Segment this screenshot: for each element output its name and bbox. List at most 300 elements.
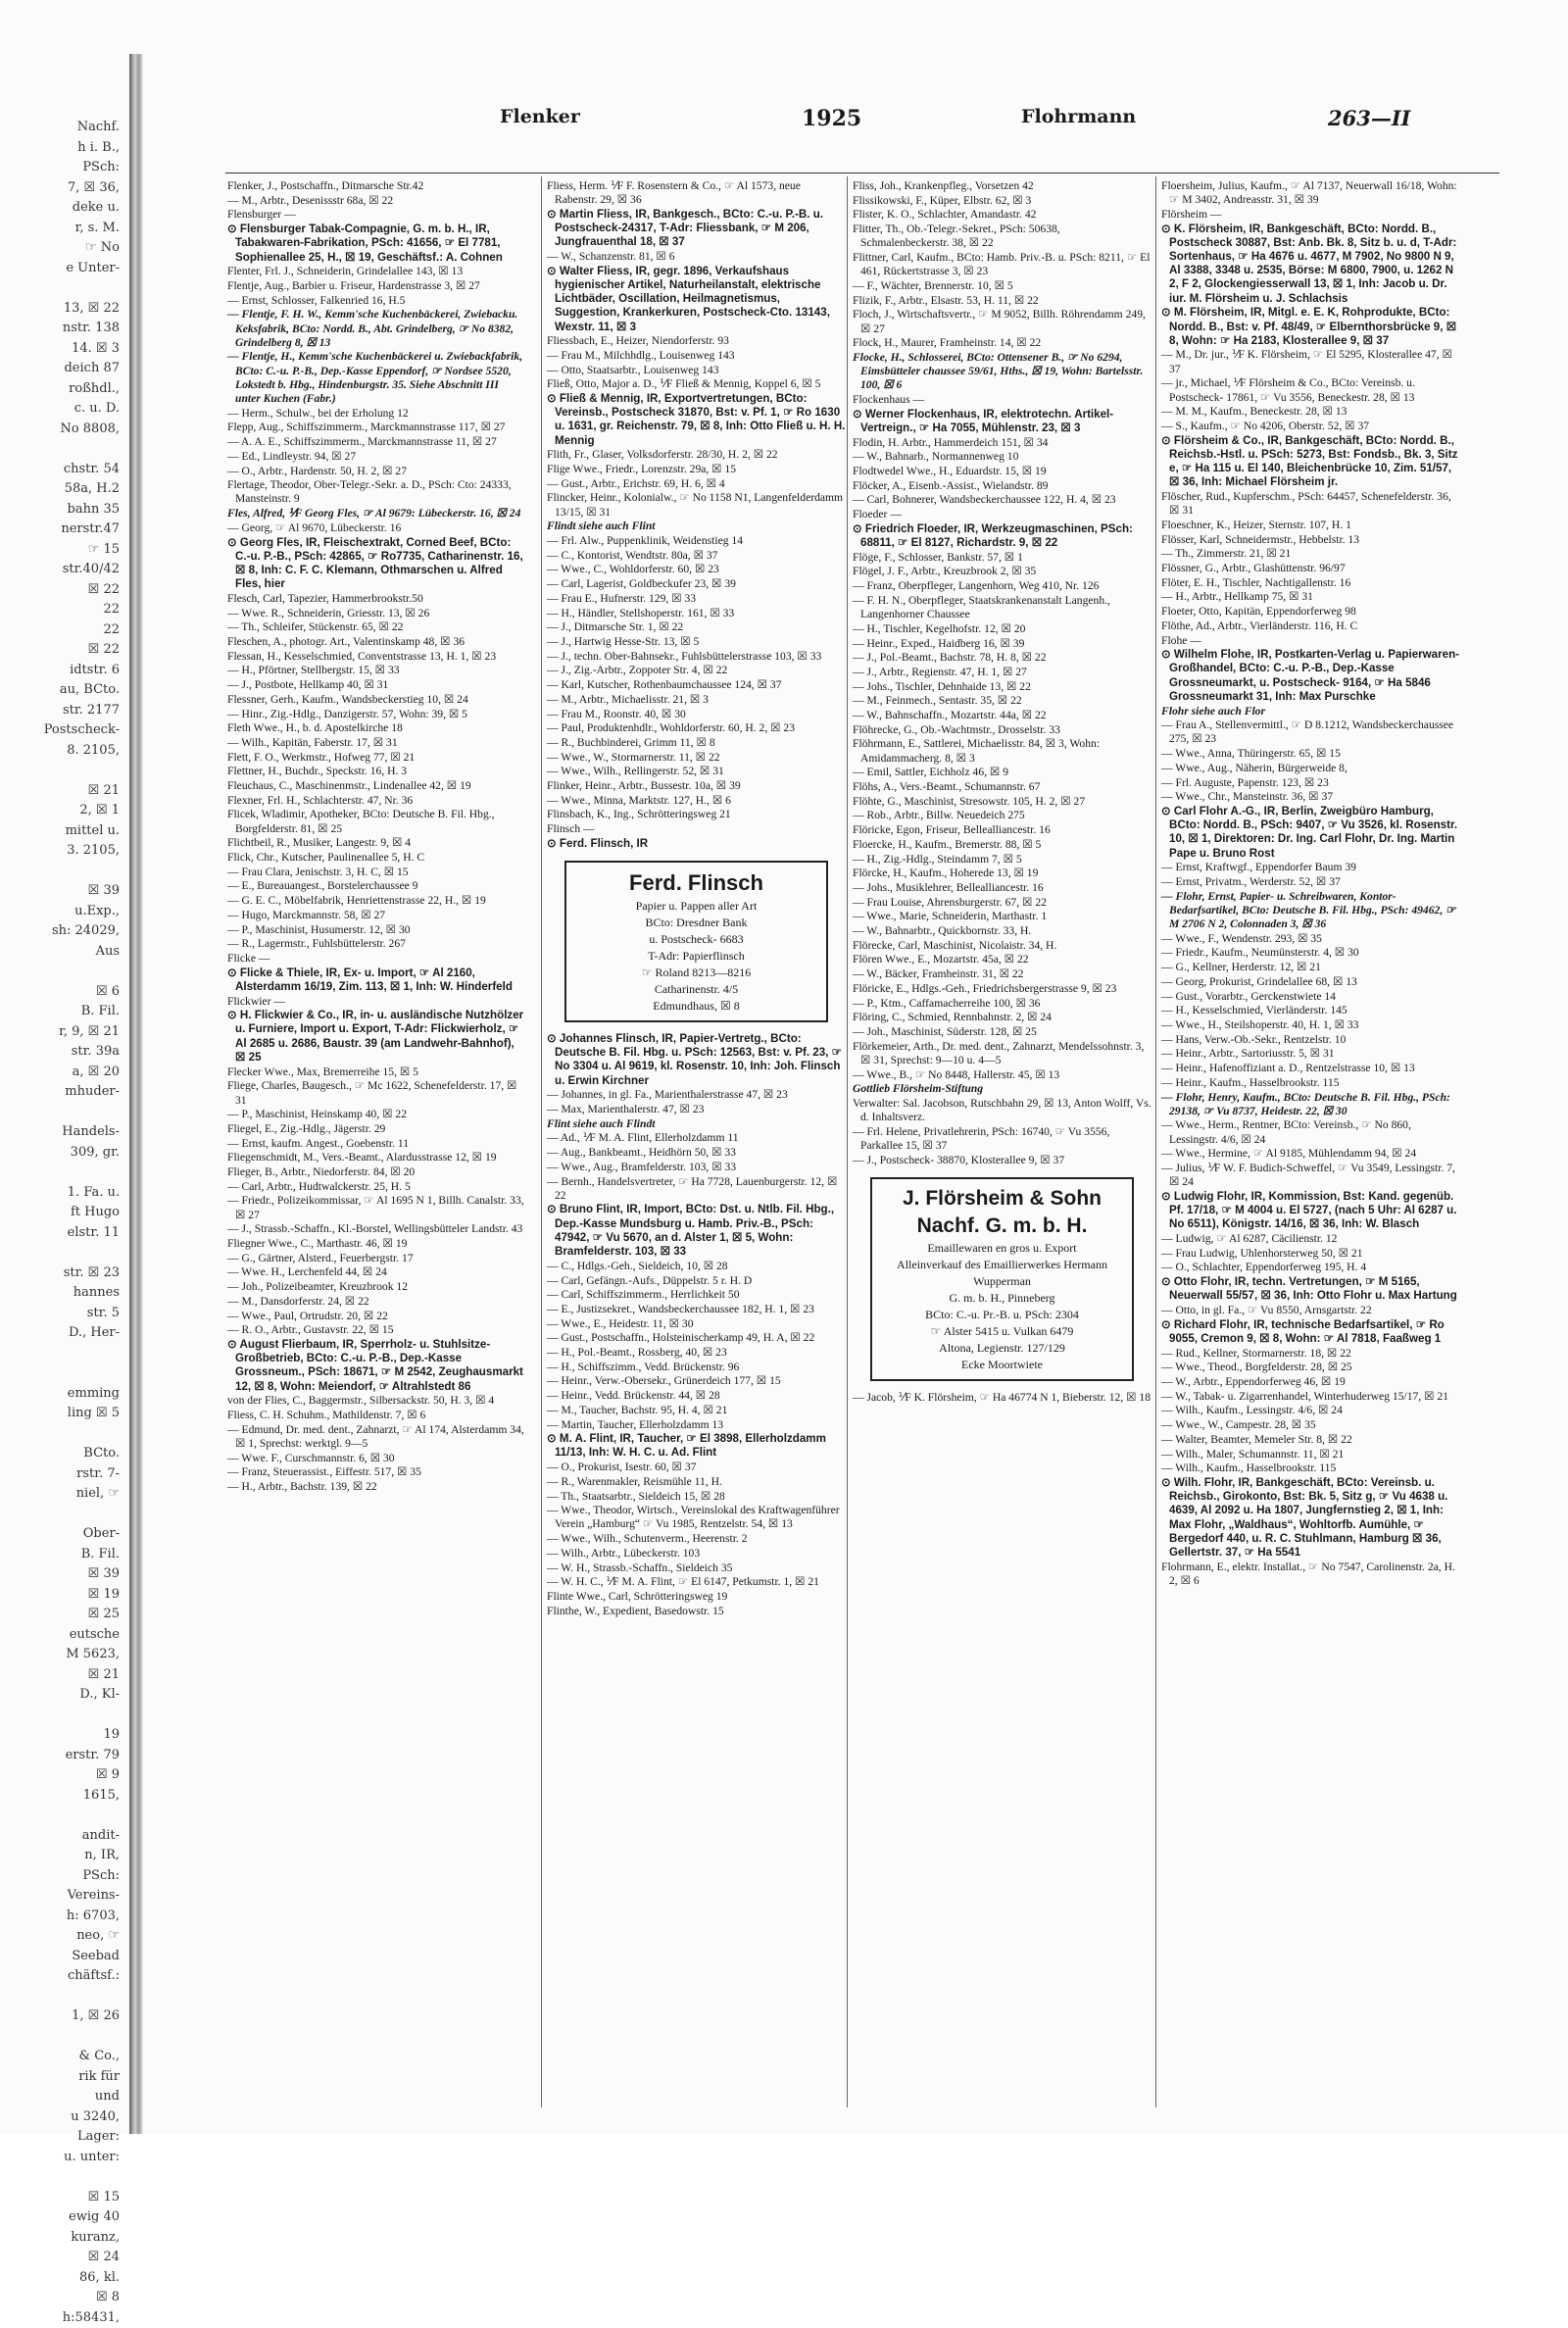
directory-entry: Flessan, H., Kesselschmied, Conventstrasse 13, H. 1, ☒ 23 (227, 650, 526, 664)
directory-entry: — Hugo, Marckmannstr. 58, ☒ 27 (227, 909, 526, 922)
directory-entry: Floch, J., Wirtschaftsvertr., ☞ M 9052, Billh. Röhrendamm 249, ☒ 27 (853, 308, 1152, 335)
previous-page-line: ☒ 22 (0, 640, 127, 661)
directory-entry: — Jacob, ⅟F K. Flörsheim, ☞ Ha 46774 N 1, Bieberstr. 12, ☒ 18 (853, 1391, 1152, 1405)
directory-entry: Floeter, Otto, Kapitän, Eppendorferweg 98 (1161, 605, 1460, 619)
directory-entry: — F. H. N., Oberpfleger, Staatskrankenanstalt Langenh., Langenhorner Chaussee (853, 594, 1152, 621)
previous-page-line: neo, ☞ (0, 1926, 127, 1947)
directory-entry: Flöricke, E., Hdlgs.-Geh., Friedrichsbergerstrasse 9, ☒ 23 (853, 982, 1152, 996)
directory-entry: — Joh., Polizeibeamter, Kreuzbrook 12 (227, 1280, 526, 1294)
previous-page-line: andit- (0, 1826, 127, 1847)
directory-entry: — Bernh., Handelsvertreter, ☞ Ha 7728, Lauenburgerstr. 12, ☒ 22 (547, 1175, 846, 1203)
directory-entry: Flexner, Frl. H., Schlachterstr. 47, Nr. 36 (227, 794, 526, 808)
directory-entry: Flepp, Aug., Schiffszimmerm., Marckmannstrasse 117, ☒ 27 (227, 421, 526, 434)
previous-page-line: D., Her- (0, 1323, 127, 1344)
previous-page-line: nerstr.47 (0, 520, 127, 540)
directory-entry: — Friedr., Polizeikommissar, ☞ Al 1695 N 1, Billh. Canalstr. 33, ☒ 27 (227, 1194, 526, 1221)
previous-page-line (0, 1987, 127, 2007)
previous-page-line: u 3240, (0, 2107, 127, 2128)
directory-entry: Flensburger — (227, 208, 526, 222)
directory-entry: — Heinr., Exped., Haidberg 16, ☒ 39 (853, 637, 1152, 651)
directory-entry: Flock, H., Maurer, Framheinstr. 14, ☒ 22 (853, 336, 1152, 350)
previous-page-line: mhuder- (0, 1082, 127, 1103)
directory-entry: Flinsch — (547, 822, 846, 836)
previous-page-line: mittel u. (0, 821, 127, 842)
directory-entry: Flösser, Karl, Schneidermstr., Hebbelstr. 13 (1161, 533, 1460, 547)
directory-entry: — Martin, Taucher, Ellerholzdamm 13 (547, 1418, 846, 1432)
directory-entry: — W., Bahnarb., Normannenweg 10 (853, 450, 1152, 464)
directory-entry: — Wwe., Anna, Thüringerstr. 65, ☒ 15 (1161, 747, 1460, 761)
directory-entry: ⊙ Johannes Flinsch, IR, Papier-Vertretg., BCto: Deutsche B. Fil. Hbg. u. PSch: 12563, Bst: v. Pf. 23, ☞ No 3304 u. Al 9619, kl. Rosenstr. 10, Inh: Joh. Flinsch u. Erwin Kirchner (547, 1032, 846, 1088)
previous-page-line: 13, ☒ 22 (0, 299, 127, 320)
previous-page-line: elstr. 11 (0, 1223, 127, 1244)
directory-entry: — G. E. C., Möbelfabrik, Henriettenstrasse 22, H., ☒ 19 (227, 894, 526, 908)
directory-entry: — Friedr., Kaufm., Neumünsterstr. 4, ☒ 30 (1161, 946, 1460, 960)
directory-entry: — M., Taucher, Bachstr. 95, H. 4, ☒ 21 (547, 1404, 846, 1417)
directory-entry: — Frau Clara, Jenischstr. 3, H. C, ☒ 15 (227, 866, 526, 879)
directory-entry: — Wilh., Kapitän, Faberstr. 17, ☒ 31 (227, 736, 526, 750)
directory-entry: ⊙ Georg Fles, IR, Fleischextrakt, Corned Beef, BCto: C.-u. P.-B., PSch: 42865, ☞ Ro7735, Catharinenstr. 16, ☒ 8, Inh: C. F. C. Klemann, Othmarschen u. Alfred Fles, hier (227, 536, 526, 592)
directory-entry: — Frau M., Milchhdlg., Louisenweg 143 (547, 349, 846, 363)
previous-page-line (0, 1424, 127, 1445)
directory-entry: — M., Arbtr., Desenissstr 68a, ☒ 22 (227, 194, 526, 208)
previous-page-line: rik für (0, 2067, 127, 2088)
directory-entry: Gottlieb Flörsheim-Stiftung (853, 1082, 1152, 1096)
advert-line: Altona, Legienstr. 127/129 (876, 1340, 1128, 1357)
directory-entry: — Wwe., Minna, Marktstr. 127, H., ☒ 6 (547, 794, 846, 808)
directory-entry: — Paul, Produktenhdlr., Wohldorferstr. 60, H. 2, ☒ 23 (547, 721, 846, 735)
directory-entry: — G., Kellner, Herderstr. 12, ☒ 21 (1161, 961, 1460, 974)
directory-entry: — Franz, Steuerassist., Eiffestr. 517, ☒ 35 (227, 1465, 526, 1479)
previous-page-line: roßhdl., (0, 379, 127, 400)
directory-entry: — C., Kontorist, Wendtstr. 80a, ☒ 37 (547, 549, 846, 563)
header-year: 1925 (802, 106, 861, 131)
previous-page-line: D., Kl- (0, 1685, 127, 1706)
directory-entry: — Georg, ☞ Al 9670, Lübeckerstr. 16 (227, 521, 526, 535)
directory-entry: Flige Wwe., Friedr., Lorenzstr. 29a, ☒ 15 (547, 463, 846, 476)
directory-entry: — Ernst, Kraftwgf., Eppendorfer Baum 39 (1161, 861, 1460, 874)
previous-page-line (0, 2027, 127, 2048)
directory-entry: — W. H. C., ⅟F M. A. Flint, ☞ El 6147, Petkumstr. 1, ☒ 21 (547, 1575, 846, 1589)
advert-line: ☞ Alster 5415 u. Vulkan 6479 (876, 1323, 1128, 1340)
directory-entry: Flöring, C., Schmied, Rennbahnstr. 2, ☒ 24 (853, 1011, 1152, 1024)
directory-entry: — Wwe. F., Curschmannstr. 6, ☒ 30 (227, 1452, 526, 1465)
previous-page-line: ☒ 25 (0, 1605, 127, 1625)
column-divider (1155, 176, 1156, 2107)
directory-entry: — Hinr., Zig.-Hdlg., Danzigerstr. 57, Wohn: 39, ☒ 5 (227, 708, 526, 721)
directory-entry: Flöricke, Egon, Friseur, Bellealliancestr. 16 (853, 823, 1152, 837)
directory-entry: — W., Bahnarbtr., Quickbornstr. 33, H. (853, 924, 1152, 938)
previous-page-line: 3. 2105, (0, 841, 127, 862)
header-first-entry: Flenker (500, 106, 580, 127)
directory-entry: — Herm., Schulw., bei der Erholung 12 (227, 407, 526, 421)
directory-entry: Flentje, Aug., Barbier u. Friseur, Hardenstrasse 3, ☒ 27 (227, 279, 526, 293)
directory-entry: — Ernst, Schlosser, Falkenried 16, H.5 (227, 294, 526, 308)
previous-page-line: au, BCto. (0, 680, 127, 701)
directory-entry: Flertage, Theodor, Ober-Telegr.-Sekr. a. D., PSch: Cto: 24333, Mansteinstr. 9 (227, 478, 526, 506)
directory-entry: — Ludwig, ☞ Al 6287, Cäcilienstr. 12 (1161, 1232, 1460, 1246)
advert-floersheim (870, 1177, 1134, 1381)
previous-page-line: Postscheck- (0, 720, 127, 741)
previous-page-line: ☞ No (0, 238, 127, 259)
directory-entry: ⊙ Wilhelm Flohe, IR, Postkarten-Verlag u. Papierwaren-Großhandel, BCto: C.-u. P.-B., Dep.-Kasse Grossneumarkt, u. Postscheck- 9164, ☞ Ha 5846 Grossneumarkt 31, Inh: Max Purschke (1161, 648, 1460, 704)
directory-entry: — Ad., ⅟F M. A. Flint, Ellerholzdamm 11 (547, 1131, 846, 1145)
directory-entry: Flesch, Carl, Tapezier, Hammerbrookstr.50 (227, 592, 526, 606)
directory-entry: Flockenhaus — (853, 393, 1152, 407)
previous-page-line: h: 6703, (0, 1907, 127, 1927)
previous-page-line: h i. B., (0, 138, 127, 159)
directory-entry: — Ed., Lindleystr. 94, ☒ 27 (227, 450, 526, 464)
directory-entry: — Carl, Gefängn.-Aufs., Düppelstr. 5 r. H. D (547, 1274, 846, 1288)
directory-entry: Flörsheim — (1161, 208, 1460, 222)
directory-entry: Verwalter: Sal. Jacobson, Rutschbahn 29, ☒ 13, Anton Wolff, Vs. d. Inhaltsverz. (853, 1097, 1152, 1124)
previous-page-line: ☞ 15 (0, 540, 127, 561)
directory-entry: — Frl. Alw., Puppenklinik, Weidenstieg 14 (547, 534, 846, 548)
directory-entry: — Wwe., Paul, Ortrudstr. 20, ☒ 22 (227, 1310, 526, 1323)
directory-entry: — R., Lagermstr., Fuhlsbüttelerstr. 267 (227, 937, 526, 951)
directory-entry: ⊙ Bruno Flint, IR, Import, BCto: Dst. u. Ntlb. Fil. Hbg., Dep.-Kasse Mundsburg u. Hamb. Priv.-B., PSch: 47942, ☞ Vu 5670, an d. Alster 1, ☒ 5, Wohn: Bramfelderstr. 103, ☒ 33 (547, 1203, 846, 1259)
directory-entry: Flitter, Th., Ob.-Telegr.-Sekret., PSch: 50638, Schmalenbeckerstr. 38, ☒ 22 (853, 223, 1152, 250)
directory-entry: — H., Pförtner, Stellbergstr. 15, ☒ 33 (227, 664, 526, 677)
directory-entry: — H., Arbtr., Hellkamp 75, ☒ 31 (1161, 590, 1460, 604)
previous-page-line: PSch: (0, 158, 127, 178)
directory-entry: — J., techn. Ober-Bahnsekr., Fuhlsbüttelerstrasse 103, ☒ 33 (547, 650, 846, 664)
previous-page-line: erstr. 79 (0, 1746, 127, 1766)
directory-entry: ⊙ August Flierbaum, IR, Sperrholz- u. Stuhlsitze-Großbetrieb, BCto: C.-u. P.-B., Dep.-Kasse Grossneum., PSch: 18671, ☞ M 2542, Zeughausmarkt 12, ☒ 8, Wohn: Meiendorf, ☞ Altrahlstedt 86 (227, 1338, 526, 1394)
previous-page-line: PSch: (0, 1866, 127, 1887)
directory-entry: — Rud., Kellner, Stormarnerstr. 18, ☒ 22 (1161, 1347, 1460, 1361)
directory-entry: Fliessbach, E., Heizer, Niendorferstr. 93 (547, 334, 846, 348)
directory-entry: ⊙ Flensburger Tabak-Compagnie, G. m. b. H., IR, Tabakwaren-Fabrikation, PSch: 41656, ☞ El 7781, Sophienallee 25, H., ☒ 19, Geschäftsf.: A. Cohnen (227, 223, 526, 265)
directory-entry: Fleuchaus, C., Maschinenmstr., Lindenallee 42, ☒ 19 (227, 779, 526, 793)
directory-entry: — Edmund, Dr. med. dent., Zahnarzt, ☞ Al 174, Alsterdamm 34, ☒ 1, Sprechst: werktgl. 9—5 (227, 1423, 526, 1451)
directory-entry: Fließ, Otto, Major a. D., ⅟F Fließ & Mennig, Koppel 6, ☒ 5 (547, 377, 846, 391)
directory-entry: Flohr siehe auch Flor (1161, 705, 1460, 718)
directory-entry: Fliegner Wwe., C., Marthastr. 46, ☒ 19 (227, 1237, 526, 1251)
previous-page-line (0, 1706, 127, 1726)
directory-entry: — O., Arbtr., Hardenstr. 50, H. 2, ☒ 27 (227, 465, 526, 478)
directory-entry: — J., Postscheck- 38870, Klosterallee 9, ☒ 37 (853, 1154, 1152, 1167)
directory-entry: — Carl, Schiffszimmerm., Herrlichkeit 50 (547, 1288, 846, 1302)
directory-entry: Flöhrecke, G., Ob.-Wachtmstr., Drosselstr. 33 (853, 723, 1152, 737)
previous-page-line: 8. 2105, (0, 741, 127, 762)
directory-entry: — A. A. E., Schiffszimmerm., Marckmannstrasse 11, ☒ 27 (227, 435, 526, 449)
previous-page-line: Nachf. (0, 118, 127, 138)
directory-entry: Fliegel, E., Zig.-Hdlg., Jägerstr. 29 (227, 1122, 526, 1136)
previous-page-line: 1. Fa. u. (0, 1183, 127, 1204)
directory-entry: — Wilh., Kaufm., Lessingstr. 4/6, ☒ 24 (1161, 1404, 1460, 1417)
directory-entry: — M., Feinmech., Sentastr. 35, ☒ 22 (853, 694, 1152, 708)
directory-entry: Flickwier — (227, 995, 526, 1009)
directory-entry: — P., Maschinist, Husumerstr. 12, ☒ 30 (227, 923, 526, 937)
previous-page-line: ☒ 19 (0, 1585, 127, 1606)
previous-page-line: sh: 24029, (0, 921, 127, 942)
directory-entry: — jr., Michael, ⅟F Flörsheim & Co., BCto: Vereinsb. u. Postscheck- 17861, ☞ Vu 3556, Beneckestr. 28, ☒ 13 (1161, 376, 1460, 404)
directory-entry: — Heinr., Verw.-Obersekr., Grünerdeich 177, ☒ 15 (547, 1374, 846, 1388)
previous-page-line: c. u. D. (0, 399, 127, 420)
directory-entry: Flinthe, W., Expedient, Basedowstr. 15 (547, 1605, 846, 1618)
directory-entry: — Wilh., Kaufm., Hasselbrookstr. 115 (1161, 1461, 1460, 1475)
directory-entry: — Walter, Beamter, Memeler Str. 8, ☒ 22 (1161, 1433, 1460, 1447)
advert-floersheim-name: J. Flörsheim & Sohn (876, 1185, 1128, 1213)
directory-entry: — Wwe., Theod., Borgfelderstr. 28, ☒ 25 (1161, 1361, 1460, 1374)
previous-page-line (0, 1363, 127, 1384)
advert-line: BCto: C.-u. Pr.-B. u. PSch: 2304 (876, 1307, 1128, 1323)
directory-entry: Flöthe, Ad., Arbtr., Vierländerstr. 116, H. C (1161, 619, 1460, 633)
directory-entry: Flint siehe auch Flindt (547, 1117, 846, 1131)
previous-page-line: und (0, 2087, 127, 2107)
directory-entry: — Wwe., Hermine, ☞ Al 9185, Mühlendamm 94, ☒ 24 (1161, 1147, 1460, 1161)
directory-entry: — Frl. Helene, Privatlehrerin, PSch: 16740, ☞ Vu 3556, Parkallee 15, ☒ 37 (853, 1125, 1152, 1153)
directory-entry: Fliss, Joh., Krankenpfleg., Vorsetzen 42 (853, 179, 1152, 193)
directory-entry: — Frau Ludwig, Uhlenhorsterweg 50, ☒ 21 (1161, 1247, 1460, 1261)
previous-page-line: M 5623, (0, 1645, 127, 1665)
directory-entry: Flöscher, Rud., Kupferschm., PSch: 64457, Schenefelderstr. 36, ☒ 31 (1161, 490, 1460, 518)
previous-page-line: No 8808, (0, 420, 127, 440)
directory-entry: — Wwe., Aug., Bramfelderstr. 103, ☒ 33 (547, 1161, 846, 1174)
directory-entry: Floercke, H., Kaufm., Bremerstr. 88, ☒ 5 (853, 838, 1152, 852)
column-divider (541, 176, 542, 2107)
directory-entry: Flissikowski, F., Küper, Elbstr. 62, ☒ 3 (853, 194, 1152, 208)
directory-entry: — Wwe., Wilh., Schutenverm., Heerenstr. 2 (547, 1532, 846, 1546)
directory-entry: — Gust., Arbtr., Erichstr. 69, H. 6, ☒ 4 (547, 477, 846, 491)
directory-entry: — Flohr, Henry, Kaufm., BCto: Deutsche B. Fil. Hbg., PSch: 29138, ☞ Vu 8737, Heidestr. 22, ☒ 30 (1161, 1091, 1460, 1118)
directory-entry: — P., Ktm., Caffamacherreihe 100, ☒ 36 (853, 997, 1152, 1011)
previous-page-line: str. 5 (0, 1304, 127, 1324)
previous-page-line: ☒ 21 (0, 1665, 127, 1686)
directory-entry: — Wwe., W., Stormarnerstr. 11, ☒ 22 (547, 751, 846, 765)
directory-entry: — Wilh., Maler, Schumannstr. 11, ☒ 21 (1161, 1448, 1460, 1461)
previous-page-line (0, 2167, 127, 2188)
directory-entry: — H., Händler, Stellshoperstr. 161, ☒ 33 (547, 607, 846, 620)
directory-entry: ⊙ Fließ & Mennig, IR, Exportvertretungen, BCto: Vereinsb., Postscheck 31870, Bst: v. Pf. 1, ☞ Ro 1630 u. 1631, gr. Reichenstr. 79, ☒ 8, Inh: Otto Fließ u. H. H. Mennig (547, 392, 846, 448)
directory-entry: — O., Prokurist, Isestr. 60, ☒ 37 (547, 1461, 846, 1474)
directory-entry: — H., Schiffszimm., Vedd. Brückenstr. 96 (547, 1361, 846, 1374)
directory-entry: Fleschen, A., photogr. Art., Valentinskamp 48, ☒ 36 (227, 635, 526, 649)
previous-page-line: Lager: (0, 2127, 127, 2148)
previous-page-line: Aus (0, 942, 127, 963)
directory-entry: ⊙ Wilh. Flohr, IR, Bankgeschäft, BCto: Vereinsb. u. Reichsb., Girokonto, Bst: Bk. 5, Sitz g, ☞ Vu 4638 u. 4639, Al 2092 u. Ha 1807, Jungfernstieg 2, ☒ 1, Inh: Max Flohr, „Waldhaus“, Wohltorfb. Aumühle, ☞ Bergedorf 440, u. R. C. Stuhlmann, Hamburg ☒ 36, Gellertstr. 37, ☞ Ha 5541 (1161, 1476, 1460, 1560)
directory-entry: Flöhte, G., Maschinist, Stresowstr. 105, H. 2, ☒ 27 (853, 795, 1152, 809)
directory-entry: — Flentje, F. H. W., Kemm'sche Kuchenbäckerei, Zwiebacku. Keksfabrik, BCto: Nordd. B., Abt. Grindelberg, ☞ No 8382, Grindelberg 8, ☒ 13 (227, 308, 526, 350)
directory-entry: Fliess, C. H. Schuhm., Mathildenstr. 7, ☒ 6 (227, 1409, 526, 1422)
directory-entry: Floeschner, K., Heizer, Sternstr. 107, H. 1 (1161, 519, 1460, 532)
advert-line: Ecke Moortwiete (876, 1357, 1128, 1373)
directory-entry: — F., Wächter, Brennerstr. 10, ☒ 5 (853, 279, 1152, 293)
directory-entry: — Wwe., F., Wendenstr. 293, ☒ 35 (1161, 932, 1460, 946)
directory-entry: — Wwe., B., ☞ No 8448, Hallerstr. 45, ☒ 13 (853, 1068, 1152, 1082)
directory-entry: — Wwe. R., Schneiderin, Griesstr. 13, ☒ 26 (227, 607, 526, 620)
advert-line: T-Adr: Papierflinsch (570, 948, 822, 965)
directory-entry: — Frau Louise, Ahrensburgerstr. 67, ☒ 22 (853, 896, 1152, 910)
directory-entry: Fleth Wwe., H., b. d. Apostelkirche 18 (227, 721, 526, 735)
previous-page-line (0, 1163, 127, 1183)
directory-entry: Flössner, G., Arbtr., Glashüttenstr. 96/97 (1161, 562, 1460, 575)
directory-entry: Flindt siehe auch Flint (547, 520, 846, 533)
column-divider (847, 176, 848, 2107)
previous-page-line: emming (0, 1384, 127, 1405)
previous-page-line: ☒ 22 (0, 580, 127, 601)
directory-entry: — R., Buchbinderei, Grimm 11, ☒ 8 (547, 736, 846, 750)
previous-page-line: str. 2177 (0, 701, 127, 721)
directory-entry: Flettner, H., Buchdr., Speckstr. 16, H. 3 (227, 765, 526, 778)
column-4 (1161, 179, 1460, 1589)
directory-entry: — M., Dr. jur., ⅟F K. Flörsheim, ☞ El 5295, Klosterallee 47, ☒ 37 (1161, 348, 1460, 375)
directory-entry: — Flentje, H., Kemm'sche Kuchenbäckerei u. Zwiebackfabrik, BCto: C.-u. P.-B., Dep.-Kasse Eppendorf, ☞ Nordsee 5520, Lokstedt b. Hbg., Hindenburgstr. 35. Siehe Abschnitt III unter Kuchen (Fabr.) (227, 350, 526, 406)
directory-entry: — Wwe., Theodor, Wirtsch., Vereinslokal des Kraftwagenführer Verein „Hamburg“ ☞ Vu 1985, Rentzelstr. 54, ☒ 13 (547, 1504, 846, 1531)
directory-entry: — Gust., Vorarbtr., Gerckenstwiete 14 (1161, 990, 1460, 1004)
previous-page-line: chäftsf.: (0, 1966, 127, 1987)
previous-page-line: 19 (0, 1725, 127, 1746)
previous-page-line: hannes (0, 1283, 127, 1304)
previous-page-line: str. 39a (0, 1042, 127, 1063)
previous-page-line: ling ☒ 5 (0, 1404, 127, 1424)
directory-entry: — P., Maschinist, Heinskamp 40, ☒ 22 (227, 1108, 526, 1121)
previous-page-line: str. ☒ 23 (0, 1263, 127, 1284)
directory-entry: — Th., Zimmerstr. 21, ☒ 21 (1161, 547, 1460, 561)
advert-flinsch (564, 861, 828, 1022)
directory-entry: Flith, Fr., Glaser, Volksdorferstr. 28/30, H. 2, ☒ 22 (547, 448, 846, 462)
header-last-entry: Flohrmann (1021, 106, 1136, 127)
previous-page-line: B. Fil. (0, 1545, 127, 1565)
directory-entry: — Otto, Staatsarbtr., Louisenweg 143 (547, 364, 846, 377)
directory-entry: — C., Hdlgs.-Geh., Sieldeich, 10, ☒ 28 (547, 1260, 846, 1273)
directory-entry: Floersheim, Julius, Kaufm., ☞ Al 7137, Neuerwall 16/18, Wohn: ☞ M 3402, Andreasstr. 31, ☒ 39 (1161, 179, 1460, 207)
directory-entry: — J., Ditmarsche Str. 1, ☒ 22 (547, 620, 846, 634)
directory-entry: Flinker, Heinr., Arbtr., Bussestr. 10a, ☒ 39 (547, 779, 846, 793)
previous-page-line: rstr. 7- (0, 1464, 127, 1485)
previous-page-line: u.Exp., (0, 902, 127, 922)
directory-entry: — W., Bahnschaffn., Mozartstr. 44a, ☒ 22 (853, 709, 1152, 722)
directory-entry: — Aug., Bankbeamt., Heidhörn 50, ☒ 33 (547, 1146, 846, 1160)
directory-entry: ⊙ Flicke & Thiele, IR, Ex- u. Import, ☞ Al 2160, Alsterdamm 16/19, Zim. 113, ☒ 1, Inh: W. Hinderfeld (227, 966, 526, 994)
directory-entry: — Wwe., C., Wohldorferstr. 60, ☒ 23 (547, 563, 846, 576)
directory-entry: Flenker, J., Postschaffn., Ditmarsche Str.42 (227, 179, 526, 193)
directory-entry: — Rob., Arbtr., Billw. Neuedeich 275 (853, 809, 1152, 822)
directory-entry: — J., Zig.-Arbtr., Zoppoter Str. 4, ☒ 22 (547, 664, 846, 677)
directory-entry: ⊙ M. A. Flint, IR, Taucher, ☞ El 3898, Ellerholzdamm 11/13, Inh: W. H. C. u. Ad. Flint (547, 1432, 846, 1460)
previous-page-line (0, 1243, 127, 1263)
directory-page (147, 49, 1529, 2117)
directory-entry: Fliegenschmidt, M., Vers.-Beamt., Alardusstrasse 12, ☒ 19 (227, 1151, 526, 1164)
previous-page-line (0, 1806, 127, 1826)
advert-line: BCto: Dresdner Bank (570, 915, 822, 931)
directory-entry: — Wwe., H., Steilshoperstr. 40, H. 1, ☒ 33 (1161, 1018, 1460, 1032)
directory-entry: ⊙ Flörsheim & Co., IR, Bankgeschäft, BCto: Nordd. B., Reichsb.-Hstl. u. PSch: 5273, Bst: Fondsb., Bk. 3, Sitz e, ☞ Ha 115 u. El 140, Bleichenbrücke 10, Zim. 51/57, ☒ 36, Inh: Michael Flörsheim jr. (1161, 434, 1460, 490)
previous-page-line: ☒ 24 (0, 2248, 127, 2268)
directory-entry: Flincker, Heinr., Kolonialw., ☞ No 1158 N1, Langenfelderdamm 13/15, ☒ 31 (547, 491, 846, 519)
directory-entry: ⊙ Ludwig Flohr, IR, Kommission, Bst: Kand. gegenüb. Pf. 17/18, ☞ M 4004 u. El 5727, (nach 5 Uhr: Al 6287 u. No 6511), Königstr. 14/16, ☒ 36, Inh: W. Blasch (1161, 1190, 1460, 1232)
previous-page-line: str.40/42 (0, 560, 127, 580)
directory-entry: ⊙ Carl Flohr A.-G., IR, Berlin, Zweigbüro Hamburg, BCto: Nordd. B., PSch: 9407, ☞ Vu 3526, kl. Rosenstr. 10, ☒ 1, Direktoren: Dr. Ing. Carl Flohr, Dr. Ing. Martin Pape u. Bruno Rost (1161, 805, 1460, 861)
directory-entry: — J., Hartwig Hesse-Str. 13, ☒ 5 (547, 635, 846, 649)
previous-page-line: ☒ 21 (0, 781, 127, 802)
column-3 (853, 179, 1152, 1406)
directory-entry: — W., Tabak- u. Zigarrenhandel, Winterhuderweg 15/17, ☒ 21 (1161, 1390, 1460, 1404)
directory-entry: von der Flies, C., Baggermstr., Silbersackstr. 50, H. 3, ☒ 4 (227, 1394, 526, 1408)
previous-page-line: ewig 40 (0, 2207, 127, 2228)
directory-entry: ⊙ M. Flörsheim, IR, Mitgl. e. E. K, Rohprodukte, BCto: Nordd. B., Bst: v. Pf. 48/49, ☞ Elbernthorsbrücke 9, ☒ 8, Wohn: ☞ Ha 2183, Klosterallee 9, ☒ 37 (1161, 306, 1460, 348)
directory-entry: Flett, F. O., Werkmstr., Hofweg 77, ☒ 21 (227, 751, 526, 765)
directory-entry: — Wwe., Chr., Mansteinstr. 36, ☒ 37 (1161, 790, 1460, 804)
directory-entry: Flögel, J. F., Arbtr., Kreuzbrook 2, ☒ 35 (853, 565, 1152, 578)
previous-page-line: deke u. (0, 198, 127, 219)
previous-page-line: ft Hugo (0, 1203, 127, 1223)
directory-entry: — Heinr., Vedd. Brückenstr. 44, ☒ 28 (547, 1389, 846, 1403)
directory-entry: — Hans, Verw.-Ob.-Sekr., Rentzelstr. 10 (1161, 1033, 1460, 1047)
directory-entry: — Flohr, Ernst, Papier- u. Schreibwaren, Kontor-Bedarfsartikel, BCto: Deutsche B. Fil. Hbg., PSch: 49462, ☞ M 2706 N 2, Colonnaden 3, ☒ 36 (1161, 890, 1460, 932)
previous-page-line (0, 1505, 127, 1525)
directory-entry: — Karl, Kutscher, Rothenbaumchaussee 124, ☒ 37 (547, 678, 846, 692)
previous-page-line: ☒ 6 (0, 982, 127, 1003)
directory-entry: — Carl, Arbtr., Hudtwalckerstr. 25, H. 5 (227, 1180, 526, 1194)
directory-entry: Floeder — (853, 508, 1152, 521)
directory-entry: Flöge, F., Schlosser, Bankstr. 57, ☒ 1 (853, 551, 1152, 565)
directory-entry: Flöcker, A., Eisenb.-Assist., Wielandstr. 89 (853, 479, 1152, 493)
book-gutter (129, 54, 143, 2134)
previous-page-line: kuranz, (0, 2228, 127, 2249)
directory-entry: ⊙ Walter Fliess, IR, gegr. 1896, Verkaufshaus hygienischer Artikel, Naturheilanstalt, elektrische Lichtbäder, Oscillation, Heilmagnetismus, Suggestion, Krankerkuren, Postscheck-Cto. 13143, Wexstr. 11, ☒ 3 (547, 265, 846, 334)
column-2 (547, 179, 846, 1618)
directory-entry: Flieger, B., Arbtr., Niedorferstr. 84, ☒ 20 (227, 1165, 526, 1179)
directory-entry: — Frau M., Roonstr. 40, ☒ 30 (547, 708, 846, 721)
directory-entry: ⊙ Ferd. Flinsch, IR (547, 837, 846, 851)
directory-entry: — W., Arbtr., Eppendorferweg 46, ☒ 19 (1161, 1375, 1460, 1389)
directory-entry: — Johs., Musiklehrer, Bellealliancestr. 16 (853, 881, 1152, 895)
previous-page-line (0, 1344, 127, 1364)
directory-entry: — Wwe., Herm., Rentner, BCto: Vereinsb., ☞ No 860, Lessingstr. 4/6, ☒ 24 (1161, 1118, 1460, 1146)
directory-entry: — Georg, Prokurist, Grindelallee 68, ☒ 13 (1161, 975, 1460, 989)
directory-entry: — Johs., Tischler, Dehnhaide 13, ☒ 22 (853, 680, 1152, 694)
directory-entry: Flister, K. O., Schlachter, Amandastr. 42 (853, 208, 1152, 222)
previous-page-line (0, 278, 127, 299)
directory-entry: — Johannes, in gl. Fa., Marienthalerstrasse 47, ☒ 23 (547, 1088, 846, 1102)
previous-page-line: BCto. (0, 1444, 127, 1464)
directory-entry: Flessner, Gerh., Kaufm., Wandsbeckerstieg 10, ☒ 24 (227, 693, 526, 707)
directory-entry: — H., Tischler, Kegelhofstr. 12, ☒ 20 (853, 622, 1152, 636)
column-1 (227, 179, 526, 1495)
previous-page-line: 58a, H.2 (0, 479, 127, 500)
directory-entry: Flocke, H., Schlosserei, BCto: Ottensener B., ☞ No 6294, Eimsbütteler chaussee 59/61, Hths., ☒ 19, Wohn: Bartelsstr. 100, ☒ 6 (853, 351, 1152, 393)
page-header (147, 106, 1529, 135)
directory-entry: — Wilh., Arbtr., Lübeckerstr. 103 (547, 1547, 846, 1560)
previous-page-line: 1, ☒ 26 (0, 2006, 127, 2027)
previous-page-line: u. unter: (0, 2148, 127, 2168)
directory-entry: — R. O., Arbtr., Gustavstr. 22, ☒ 15 (227, 1323, 526, 1337)
previous-page-line: h:58431, (0, 2308, 127, 2328)
advert-line: u. Postscheck- 6683 (570, 931, 822, 948)
directory-entry: Flicek, Wladimir, Apotheker, BCto: Deutsche B. Fil. Hbg., Borgfelderstr. 81, ☒ 25 (227, 808, 526, 835)
directory-entry: — Carl, Lagerist, Goldbeckufer 23, ☒ 39 (547, 577, 846, 591)
previous-page-line (0, 1103, 127, 1123)
directory-entry: Flörkemeier, Arth., Dr. med. dent., Zahnarzt, Mendelssohnstr. 3, ☒ 31, Sprechst: 9—10 u. 4—5 (853, 1040, 1152, 1067)
directory-entry: Flinsbach, K., Ing., Schrötteringsweg 21 (547, 808, 846, 821)
previous-page-line: B. Fil. (0, 1002, 127, 1022)
previous-page-edge (0, 118, 127, 2058)
previous-page-line: bahn 35 (0, 500, 127, 520)
directory-entry: Flöter, E. H., Tischler, Nachtigallenstr. 16 (1161, 576, 1460, 590)
directory-entry: — Ernst, Privatm., Werderstr. 52, ☒ 37 (1161, 875, 1460, 889)
directory-entry: ⊙ Martin Fliess, IR, Bankgesch., BCto: C.-u. P.-B. u. Postscheck-24317, T-Adr: Fliessbank, ☞ M 206, Jungfrauenthal 18, ☒ 37 (547, 208, 846, 250)
directory-entry: — G., Gärtner, Alsterd., Feuerbergstr. 17 (227, 1252, 526, 1265)
directory-entry: — Wwe., W., Campestr. 28, ☒ 35 (1161, 1418, 1460, 1432)
directory-entry: — H., Arbtr., Bachstr. 139, ☒ 22 (227, 1480, 526, 1494)
directory-entry: — Joh., Maschinist, Süderstr. 128, ☒ 25 (853, 1025, 1152, 1039)
directory-entry: — M., Arbtr., Michaelisstr. 21, ☒ 3 (547, 693, 846, 707)
directory-entry: — M. M., Kaufm., Beneckestr. 28, ☒ 13 (1161, 405, 1460, 419)
previous-page-line: chstr. 54 (0, 460, 127, 480)
directory-entry: Flohe — (1161, 634, 1460, 648)
directory-entry: Flodtwedel Wwe., H., Eduardstr. 15, ☒ 19 (853, 465, 1152, 478)
